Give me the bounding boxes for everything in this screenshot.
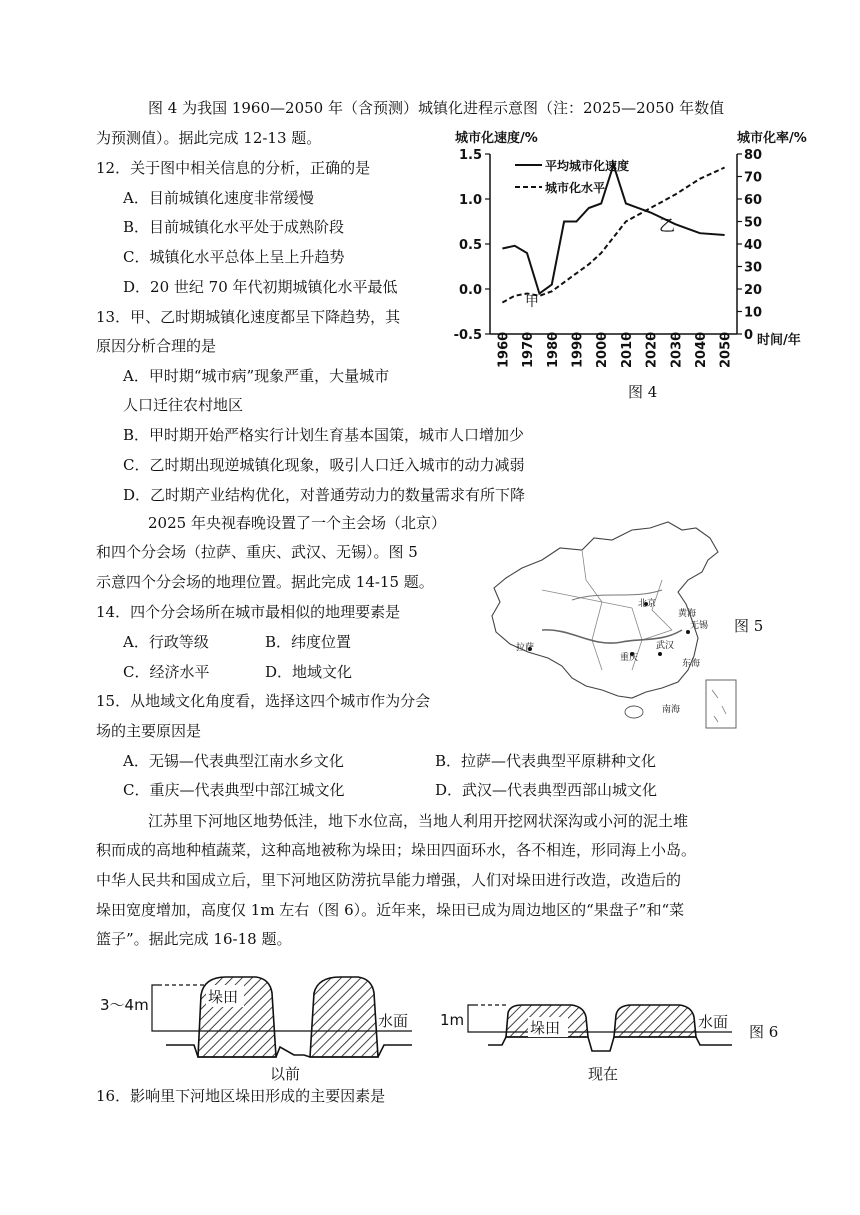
passage-line-5: 篮子”。据此完成 16-18 题。 [96, 930, 292, 948]
after-label: 现在 [588, 1065, 619, 1083]
map-label-donghai: 东海 [682, 659, 701, 669]
after-water-label: 水面 [698, 1013, 729, 1031]
x-tick-label: 1960 [496, 331, 512, 368]
q12-option-d: D．20 世纪 70 年代初期城镇化水平最低 [123, 278, 398, 296]
right-tick-label: 10 [744, 305, 763, 321]
before-label: 以前 [270, 1065, 301, 1083]
q14-option-d: D．地域文化 [265, 663, 353, 681]
figure-6-caption: 图 6 [749, 1023, 779, 1041]
q15-option-d: D．武汉—代表典型西部山城文化 [435, 781, 658, 799]
label-jia: 甲 [525, 294, 539, 310]
legend-speed: 平均城市化速度 [545, 159, 630, 173]
after-duotian-2 [614, 1005, 696, 1037]
label-yi: 乙 [659, 216, 676, 235]
south-sea-inset [706, 680, 736, 728]
q15-option-b: B．拉萨—代表典型平原耕种文化 [435, 752, 657, 770]
question-14-stem: 14．四个分会场所在城市最相似的地理要素是 [96, 603, 401, 621]
urbanization-chart [445, 126, 807, 376]
before-water-label: 水面 [378, 1012, 409, 1030]
intro-line-2: 为预测值）。据此完成 12-13 题。 [96, 129, 322, 147]
before-duotian-label: 垛田 [208, 988, 239, 1006]
left-tick-label: 0.5 [458, 238, 482, 253]
map-label-beijing: 北京 [638, 599, 657, 609]
duotian-diagram [96, 965, 796, 1090]
right-tick-label: 70 [744, 170, 763, 186]
before-height-label: 3～4m [100, 996, 149, 1014]
right-tick-label: 80 [744, 148, 763, 163]
question-12-stem: 12．关于图中相关信息的分析，正确的是 [96, 159, 371, 177]
q14-option-b: B．纬度位置 [265, 633, 352, 651]
right-tick-label: 30 [744, 260, 763, 276]
question-13-stem-1: 13．甲、乙时期城镇化速度都呈下降趋势，其 [96, 308, 401, 326]
intro2-line-2: 和四个分会场（拉萨、重庆、武汉、无锡）。图 5 [96, 543, 418, 561]
left-tick-label: 1.0 [458, 193, 482, 208]
q14-option-c: C．经济水平 [123, 663, 210, 681]
intro2-line-1: 2025 年央视春晚设置了一个主会场（北京） [148, 514, 446, 532]
x-tick-label: 1990 [570, 331, 586, 368]
right-tick-label: 40 [744, 238, 763, 253]
left-tick-label: 1.5 [458, 148, 482, 163]
map-label-huanghai: 黄海 [678, 609, 697, 619]
question-15-stem-1: 15．从地域文化角度看，选择这四个城市作为分会 [96, 692, 431, 710]
q13-option-c: C．乙时期出现逆城镇化现象，吸引人口迁入城市的动力减弱 [123, 456, 525, 474]
map-label-nanhai: 南海 [662, 705, 681, 715]
map-label-wuhan: 武汉 [656, 641, 675, 651]
x-tick-label: 1970 [521, 331, 537, 368]
figure-4-caption: 图 4 [628, 383, 658, 401]
right-tick-label: 20 [744, 283, 763, 298]
right-axis-title: 城市化率/% [737, 131, 807, 146]
before-duotian-2 [310, 977, 378, 1057]
x-tick-label: 1980 [545, 331, 561, 368]
figure-5-caption: 图 5 [734, 617, 764, 635]
right-tick-label: 0 [744, 328, 754, 343]
after-height-label: 1m [440, 1011, 465, 1029]
q13-option-d: D．乙时期产业结构优化，对普通劳动力的数量需求有所下降 [123, 486, 526, 504]
left-axis-title: 城市化速度/% [455, 131, 538, 146]
q13-option-a-2: 人口迁往农村地区 [123, 396, 244, 414]
q12-option-c: C．城镇化水平总体上呈上升趋势 [123, 248, 345, 266]
right-tick-label: 50 [744, 215, 763, 231]
question-15-stem-2: 场的主要原因是 [96, 722, 202, 740]
intro-line-1: 图 4 为我国 1960—2050 年（含预测）城镇化进程示意图（注：2025—2050 年数值 [148, 99, 725, 117]
passage-line-1: 江苏里下河地区地势低洼，地下水位高，当地人利用开挖网状深沟或小河的泥土堆 [148, 812, 689, 830]
passage-line-2: 积而成的高地种植蔬菜，这种高地被称为垛田；垛田四面环水，各不相连，形同海上小岛。 [96, 841, 697, 859]
x-tick-label: 2020 [644, 331, 660, 368]
series-speed-line [502, 165, 724, 294]
q12-option-a: A．目前城镇化速度非常缓慢 [123, 189, 314, 207]
x-tick-label: 2010 [619, 331, 635, 368]
question-16-stem: 16．影响里下河地区垛田形成的主要因素是 [96, 1087, 386, 1105]
q12-option-b: B．目前城镇化水平处于成熟阶段 [123, 218, 345, 236]
q14-option-a: A．行政等级 [123, 633, 209, 651]
map-label-chongqing: 重庆 [620, 653, 639, 663]
map-label-wuxi: 无锡 [690, 621, 709, 631]
legend-level: 城市化水平 [545, 181, 606, 195]
q13-option-b: B．甲时期开始严格实行计划生育基本国策，城市人口增加少 [123, 426, 525, 444]
intro2-line-3: 示意四个分会场的地理位置。据此完成 14-15 题。 [96, 573, 434, 591]
x-tick-label: 2040 [693, 331, 709, 368]
after-duotian-label: 垛田 [530, 1019, 561, 1037]
x-tick-label: 2000 [595, 331, 611, 368]
map-label-lasa: 拉萨 [516, 643, 535, 653]
q13-option-a-1: A．甲时期“城市病”现象严重，大量城市 [123, 367, 390, 385]
passage-line-3: 中华人民共和国成立后，里下河地区防涝抗旱能力增强，人们对垛田进行改造，改造后的 [96, 871, 682, 889]
right-tick-label: 60 [744, 193, 763, 208]
left-tick-label: -0.5 [453, 328, 482, 343]
question-13-stem-2: 原因分析合理的是 [96, 337, 217, 355]
china-map [482, 520, 742, 735]
passage-line-4: 垛田宽度增加，高度仅 1m 左右（图 6）。近年来，垛田已成为周边地区的“果盘子”和“菜 [96, 901, 685, 919]
x-tick-label: 2050 [718, 331, 734, 368]
x-tick-label: 2030 [669, 331, 685, 368]
x-unit: 时间/年 [757, 333, 801, 348]
q15-option-a: A．无锡—代表典型江南水乡文化 [123, 752, 344, 770]
left-tick-label: 0.0 [458, 283, 482, 298]
q15-option-c: C．重庆—代表典型中部江城文化 [123, 781, 345, 799]
